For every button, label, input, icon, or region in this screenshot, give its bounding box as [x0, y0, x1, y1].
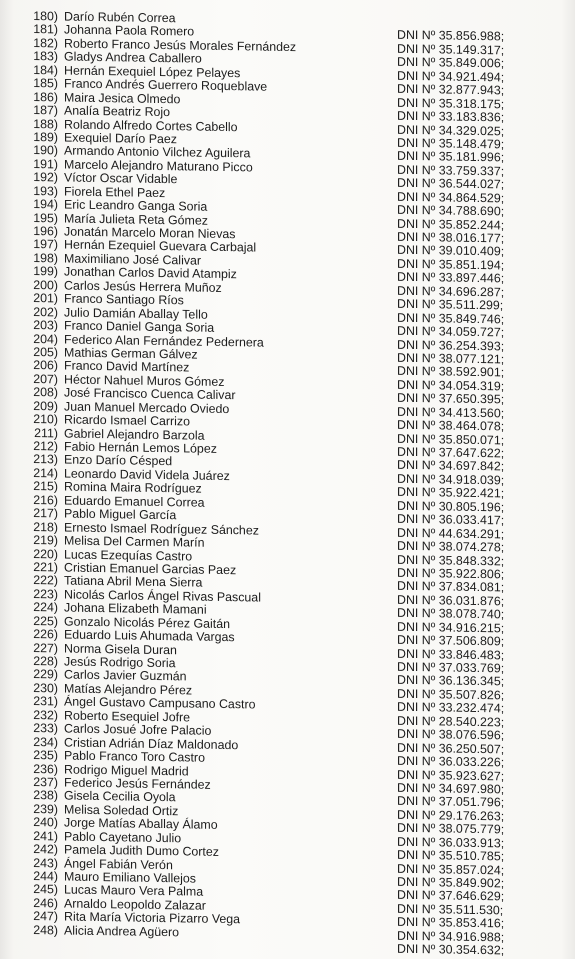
- item-number: 208): [33, 385, 58, 400]
- dni-number: DNI Nº 37.033.769;: [397, 659, 505, 676]
- item-number: 200): [33, 277, 58, 293]
- item-number: 185): [33, 76, 58, 91]
- dni-number: DNI Nº 29.176.263;: [397, 807, 505, 824]
- person-name: Ángel Gustavo Campusano Castro: [64, 694, 256, 712]
- item-number: 217): [33, 506, 58, 521]
- person-name: Mathias German Gálvez: [64, 345, 198, 362]
- item-number: 237): [33, 774, 58, 790]
- dni-number: DNI Nº 35.851.194;: [397, 256, 505, 273]
- person-name: Hernán Ezequiel Guevara Carbajal: [64, 237, 257, 255]
- dni-number: DNI Nº 36.033.226;: [397, 753, 505, 770]
- item-number: 227): [33, 640, 58, 655]
- item-number: 207): [33, 371, 58, 387]
- item-number: 214): [33, 465, 58, 481]
- dni-number: DNI Nº 44.634.291;: [397, 525, 505, 542]
- dni-number: DNI Nº 38.592.901;: [397, 364, 505, 380]
- dni-number: DNI Nº 33.183.836;: [397, 108, 505, 125]
- dni-number: DNI Nº 38.078.740;: [397, 605, 505, 622]
- item-number: 201): [33, 291, 58, 306]
- dni-number: DNI Nº 32.877.943;: [397, 81, 505, 98]
- item-number: 241): [33, 828, 58, 844]
- person-name: Enzo Darío Césped: [64, 452, 173, 469]
- dni-number: DNI Nº 36.254.393;: [397, 337, 505, 353]
- item-number: 220): [33, 546, 58, 561]
- item-number: 226): [33, 627, 58, 642]
- item-number: 209): [33, 398, 58, 414]
- item-number: 202): [33, 304, 58, 320]
- person-name: Pablo Franco Toro Castro: [64, 748, 205, 765]
- dni-number: DNI Nº 38.077.121;: [397, 350, 505, 367]
- item-number: 184): [33, 62, 58, 78]
- person-name: Melisa Del Carmen Marín: [64, 533, 205, 550]
- person-name: Tatiana Abril Mena Sierra: [64, 573, 203, 591]
- dni-number: DNI Nº 35.922.421;: [397, 485, 505, 501]
- person-name: Eric Leandro Ganga Soria: [64, 197, 208, 214]
- dni-number: DNI Nº 34.059.727;: [397, 323, 505, 340]
- dni-number: DNI Nº 33.759.337;: [397, 162, 505, 179]
- item-number: 224): [33, 600, 58, 615]
- person-name: Mauro Emiliano Vallejos: [64, 869, 196, 886]
- item-number: 196): [33, 224, 58, 239]
- item-number: 182): [33, 35, 58, 51]
- dni-number: DNI Nº 34.697.842;: [397, 458, 505, 474]
- dni-number: DNI Nº 38.464.078;: [397, 417, 505, 434]
- item-number: 221): [33, 559, 58, 575]
- dni-number: DNI Nº 38.076.596;: [397, 726, 505, 743]
- dni-number: DNI Nº 37.506.809;: [397, 632, 505, 649]
- dni-number: DNI Nº 35.318.175;: [397, 95, 505, 112]
- dni-number: DNI Nº 35.149.317;: [397, 41, 505, 58]
- dni-number: DNI Nº 35.507.826;: [397, 686, 505, 703]
- item-number: 210): [33, 412, 58, 427]
- item-number: 246): [33, 895, 58, 911]
- item-number: 230): [33, 680, 58, 696]
- person-name: Fiorela Ethel Paez: [64, 184, 166, 200]
- person-name: Carlos Josué Jofre Palacio: [64, 721, 212, 738]
- dni-number: DNI Nº 34.413.560;: [397, 404, 505, 421]
- person-name: Maira Jesica Olmedo: [64, 90, 181, 106]
- dni-number: DNI Nº 34.697.980;: [397, 780, 505, 797]
- dni-number: DNI Nº 35.848.332;: [397, 552, 505, 568]
- person-name: Cristian Adrián Díaz Maldonado: [64, 735, 239, 752]
- person-name: Carlos Javier Guzmán: [64, 667, 187, 684]
- item-number: 216): [33, 492, 58, 508]
- item-number: 239): [33, 801, 58, 817]
- person-list: [0, 9, 575, 958]
- person-name: Federico Jesús Fernández: [64, 775, 211, 792]
- dni-number: DNI Nº 35.852.244;: [397, 216, 505, 232]
- person-name: Franco Andrés Guerrero Roqueblave: [64, 76, 268, 94]
- dni-number: DNI Nº 36.031.876;: [397, 592, 505, 609]
- dni-number: DNI Nº 34.329.025;: [397, 122, 505, 138]
- person-name: Jorge Matías Aballay Álamo: [64, 815, 218, 833]
- item-number: 231): [33, 694, 58, 709]
- item-number: 180): [33, 9, 58, 24]
- dni-number: DNI Nº 30.354.632;: [397, 941, 505, 958]
- dni-number: DNI Nº 30.805.196;: [397, 498, 505, 515]
- dni-number: DNI Nº 38.016.177;: [397, 229, 505, 246]
- dni-number: DNI Nº 35.511.299;: [397, 296, 504, 313]
- person-name: Roberto Esequiel Jofre: [64, 708, 191, 725]
- dni-number: DNI Nº 35.857.024;: [397, 861, 505, 877]
- person-name: Cristian Emanuel Garcias Paez: [64, 560, 237, 578]
- dni-number: DNI Nº 35.923.627;: [397, 767, 505, 783]
- person-name: Ernesto Ismael Rodríguez Sánchez: [64, 520, 259, 538]
- person-name: Johana Elizabeth Mamani: [64, 600, 207, 617]
- item-number: 243): [33, 855, 58, 870]
- dni-number: DNI Nº 35.511.530;: [397, 901, 504, 918]
- item-number: 248): [33, 922, 58, 938]
- item-number: 215): [33, 479, 58, 494]
- dni-number: DNI Nº 38.075.779;: [397, 820, 505, 837]
- item-number: 194): [33, 197, 58, 212]
- person-name: Jonathan Carlos David Atampiz: [64, 264, 237, 282]
- dni-number: DNI Nº 36.250.507;: [397, 740, 505, 757]
- person-name: Gisela Cecilia Oyola: [64, 788, 176, 805]
- dni-number: DNI Nº 34.696.287;: [397, 283, 505, 300]
- dni-number: DNI Nº 38.074.278;: [397, 538, 505, 555]
- dni-number: DNI Nº 35.181.996;: [397, 149, 505, 165]
- person-name: Romina Maira Rodríguez: [64, 479, 202, 496]
- dni-number: DNI Nº 35.850.071;: [397, 431, 505, 447]
- item-number: 193): [33, 183, 58, 199]
- item-number: 229): [33, 667, 58, 682]
- dni-number: DNI Nº 35.148.479;: [397, 135, 505, 152]
- person-name: Fabio Hernán Lemos López: [64, 439, 217, 456]
- item-number: 186): [33, 89, 58, 105]
- item-number: 187): [33, 103, 58, 118]
- dni-number: DNI Nº 36.033.913;: [397, 834, 505, 851]
- item-number: 235): [33, 748, 58, 763]
- person-name: Darío Rubén Correa: [64, 9, 176, 26]
- item-number: 236): [33, 761, 58, 776]
- person-name: Jesús Rodrigo Soria: [64, 654, 176, 671]
- dni-number: DNI Nº 35.849.902;: [397, 874, 505, 891]
- dni-number: DNI Nº 36.136.345;: [397, 673, 505, 689]
- person-name: Hernán Exequiel López Pelayes: [64, 63, 241, 81]
- person-name: Franco Daniel Ganga Soria: [64, 318, 215, 335]
- item-number: 198): [33, 250, 58, 266]
- item-number: 195): [33, 210, 58, 225]
- dni-number: DNI Nº 37.647.622;: [397, 444, 505, 461]
- dni-number: DNI Nº 36.544.027;: [397, 175, 505, 192]
- person-name: Nicolás Carlos Ángel Rivas Pascual: [64, 587, 261, 605]
- person-name: Norma Gisela Duran: [64, 641, 177, 657]
- item-number: 223): [33, 586, 58, 602]
- dni-number: DNI Nº 37.646.629;: [397, 888, 505, 904]
- dni-number: DNI Nº 35.922.806;: [397, 565, 505, 582]
- item-number: 233): [33, 721, 58, 736]
- item-number: 218): [33, 519, 58, 535]
- dni-number: DNI Nº 34.918.039;: [397, 471, 505, 488]
- person-name: Leonardo David Videla Juárez: [64, 466, 230, 483]
- person-name: Eduardo Luis Ahumada Vargas: [64, 627, 235, 645]
- item-number: 205): [33, 344, 58, 360]
- dni-number: DNI Nº 34.916.215;: [397, 619, 505, 636]
- person-name: Ricardo Ismael Carrizo: [64, 412, 191, 429]
- item-number: 189): [33, 129, 58, 145]
- item-number: 234): [33, 734, 58, 750]
- person-name: María Julieta Reta Gómez: [64, 211, 208, 228]
- person-name: Héctor Nahuel Muros Gómez: [64, 372, 225, 389]
- item-number: 211): [34, 425, 58, 440]
- item-number: 206): [33, 358, 58, 373]
- person-name: Pablo Miguel García: [64, 506, 177, 523]
- item-number: 191): [33, 156, 58, 172]
- dni-number: DNI Nº 37.834.081;: [397, 579, 505, 595]
- item-number: 219): [33, 533, 58, 548]
- person-name: Franco Santiago Ríos: [64, 291, 184, 308]
- person-name: Gabriel Alejandro Barzola: [64, 426, 205, 443]
- item-number: 225): [33, 613, 58, 629]
- person-name: Eduardo Emanuel Correa: [64, 493, 205, 510]
- person-name: Ángel Fabián Verón: [64, 856, 173, 872]
- dni-number: DNI Nº 28.540.223;: [397, 713, 505, 730]
- person-name: Gladys Andrea Caballero: [64, 49, 202, 66]
- person-name: Alicia Andrea Agüero: [64, 923, 180, 940]
- dni-number: DNI Nº 34.788.690;: [397, 202, 505, 219]
- dni-number: DNI Nº 35.510.785;: [397, 847, 505, 864]
- dni-number: DNI Nº 33.897.446;: [397, 270, 505, 286]
- item-number: 247): [33, 909, 58, 924]
- person-name: Matías Alejandro Pérez: [64, 681, 193, 698]
- dni-number: DNI Nº 33.846.483;: [397, 646, 505, 662]
- item-number: [22, 937, 58, 938]
- dni-number: DNI Nº 35.849.746;: [397, 310, 505, 327]
- item-number: 244): [33, 869, 58, 884]
- person-name: Johanna Paola Romero: [64, 22, 195, 39]
- person-name: Federico Alan Fernández Pedernera: [64, 331, 264, 350]
- item-number: 232): [33, 707, 58, 723]
- item-number: 240): [33, 815, 58, 830]
- item-number: 203): [33, 318, 58, 333]
- person-name: Exequiel Darío Paez: [64, 130, 177, 147]
- dni-number: DNI Nº 37.650.395;: [397, 390, 505, 407]
- person-name: Jonatán Marcelo Moran Nievas: [64, 224, 236, 242]
- dni-number: DNI Nº 34.916.988;: [397, 928, 505, 945]
- dni-number: DNI Nº 35.856.988;: [397, 28, 505, 44]
- item-number: 199): [33, 264, 58, 279]
- item-number: 242): [33, 842, 58, 857]
- item-number: 238): [33, 788, 58, 803]
- person-name: Franco David Martínez: [64, 358, 190, 375]
- person-name: Víctor Oscar Vidable: [64, 170, 178, 187]
- item-number: 183): [33, 49, 58, 64]
- person-name: Marcelo Alejandro Maturano Picco: [64, 157, 253, 175]
- person-name: Rita María Victoria Pizarro Vega: [64, 909, 241, 927]
- item-number: 197): [33, 237, 58, 252]
- person-name: Melisa Soledad Ortiz: [64, 802, 179, 819]
- person-name: Pamela Judith Dumo Cortez: [64, 842, 219, 860]
- dni-number: DNI Nº 34.921.494;: [397, 68, 505, 85]
- dni-number: DNI Nº 34.864.529;: [397, 189, 505, 206]
- person-name: Lucas Ezequías Castro: [64, 546, 193, 564]
- item-number: 181): [33, 22, 58, 37]
- dni-number: DNI Nº 37.051.796;: [397, 794, 505, 810]
- person-name: Gonzalo Nicolás Pérez Gaitán: [64, 614, 230, 631]
- item-number: 222): [33, 573, 58, 588]
- person-name: Rodrigo Miguel Madrid: [64, 761, 189, 778]
- dni-number: DNI Nº 34.054.319;: [397, 377, 505, 394]
- item-number: 192): [33, 170, 58, 185]
- person-name: Arnaldo Leopoldo Zalazar: [64, 896, 206, 913]
- person-name: Pablo Cayetano Julio: [64, 829, 182, 846]
- person-name: Roberto Franco Jesús Morales Fernández: [64, 36, 297, 55]
- item-number: 213): [33, 452, 58, 467]
- person-name: Rolando Alfredo Cortes Cabello: [64, 116, 238, 134]
- item-number: 190): [33, 143, 58, 158]
- dni-number: DNI Nº 39.010.409;: [397, 243, 505, 259]
- item-number: 188): [33, 116, 58, 131]
- person-name: Lucas Mauro Vera Palma: [64, 882, 204, 900]
- person-name: José Francisco Cuenca Calivar: [64, 385, 236, 403]
- person-name: Julio Damián Aballay Tello: [64, 305, 208, 322]
- item-number: 204): [33, 331, 58, 346]
- dni-number: DNI Nº 33.232.474;: [397, 700, 505, 716]
- item-number: 245): [33, 882, 58, 897]
- item-number: 212): [33, 439, 58, 454]
- person-name: Armando Antonio Vilchez Aguilera: [64, 143, 251, 161]
- person-name: Maximiliano José Calivar: [64, 251, 202, 268]
- dni-number: DNI Nº 36.033.417;: [397, 511, 505, 528]
- person-name: Analía Beatriz Rojo: [64, 103, 171, 120]
- person-name: Juan Manuel Mercado Oviedo: [64, 399, 230, 416]
- item-number: 228): [33, 654, 58, 669]
- person-name: Carlos Jesús Herrera Muñoz: [64, 278, 222, 295]
- dni-number: DNI Nº 35.849.006;: [397, 55, 505, 71]
- dni-number: DNI Nº 35.853.416;: [397, 915, 505, 931]
